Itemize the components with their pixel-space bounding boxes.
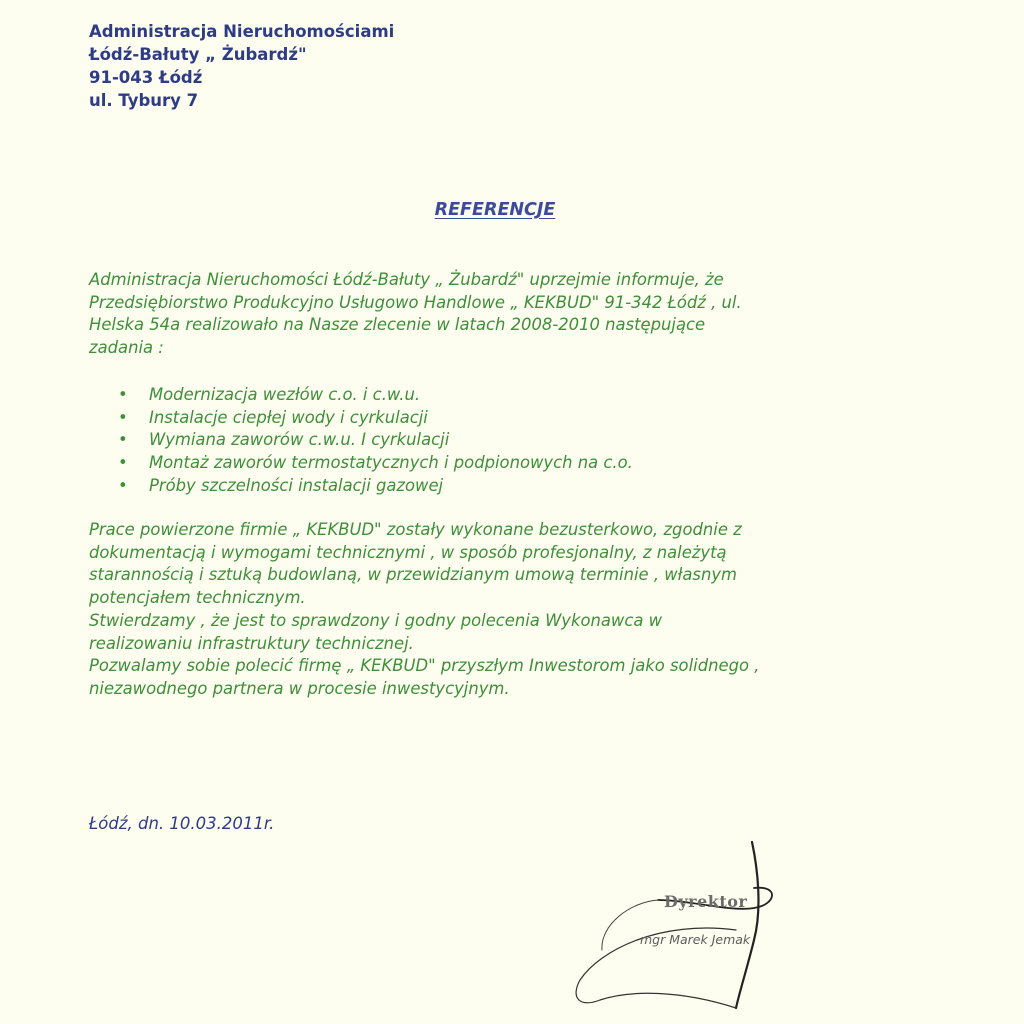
bullet-icon: •: [118, 407, 128, 427]
bullet-icon: •: [118, 453, 128, 473]
task-list: [118, 384, 633, 498]
closing-line: Stwierdzamy , że jest to sprawdzony i godny polecenia Wykonawca w: [89, 610, 662, 630]
stamp-name: mgr Marek Jemak: [640, 932, 751, 947]
task-text: Montaż zaworów termostatycznych i podpionowych na c.o.: [149, 453, 633, 473]
task-text: Instalacje ciepłej wody i cyrkulacji: [149, 407, 428, 427]
task-text: Wymiana zaworów c.w.u. I cyrkulacji: [149, 430, 450, 450]
bullet-icon: •: [118, 430, 128, 450]
sender-postal-city: 91-043 Łódź: [89, 68, 203, 87]
intro-line: Administracja Nieruchomości Łódź-Bałuty „ Żubardź" uprzejmie informuje, że: [89, 270, 724, 289]
signature-icon: [540, 830, 800, 1020]
sender-street: ul. Tybury 7: [89, 91, 199, 110]
stamp-role: Dyrektor: [664, 892, 748, 911]
task-item: [118, 429, 633, 452]
intro-line: zadania :: [89, 338, 164, 358]
sender-name: Administracja Nieruchomościami: [89, 22, 395, 41]
task-item: [118, 475, 633, 498]
closing-line: potencjałem technicznym.: [89, 588, 306, 608]
closing-paragraph: [89, 519, 909, 701]
closing-line: starannością i sztuką budowlaną, w przewidzianym umową terminie , własnym: [89, 565, 737, 585]
sender-subname: Łódź-Bałuty „ Żubardź": [89, 45, 307, 64]
bullet-icon: •: [118, 385, 128, 404]
intro-paragraph: [89, 269, 889, 360]
closing-line: realizowaniu infrastruktury technicznej.: [89, 633, 414, 653]
bullet-icon: •: [118, 475, 128, 495]
task-item: [118, 384, 633, 407]
date-line: Łódź, dn. 10.03.2011r.: [89, 814, 275, 833]
sender-address: [89, 20, 394, 112]
intro-line: Przedsiębiorstwo Produkcyjno Usługowo Handlowe „ KEKBUD" 91-342 Łódź , ul.: [89, 292, 742, 312]
closing-line: dokumentacją i wymogami technicznymi , w sposób profesjonalny, z należytą: [89, 542, 727, 562]
task-text: Próby szczelności instalacji gazowej: [149, 475, 444, 495]
closing-line: niezawodnego partnera w procesie inwestycyjnym.: [89, 678, 510, 698]
intro-line: Helska 54a realizowało na Nasze zlecenie w latach 2008-2010 następujące: [89, 315, 706, 335]
closing-line: Pozwalamy sobie polecić firmę „ KEKBUD" przyszłym Inwestorom jako solidnego ,: [89, 656, 760, 676]
task-item: [118, 407, 633, 430]
task-text: Modernizacja wezłów c.o. i c.w.u.: [149, 385, 421, 404]
closing-line: Prace powierzone firmie „ KEKBUD" zostały wykonane bezusterkowo, zgodnie z: [89, 520, 742, 539]
task-item: [118, 452, 633, 475]
document-title: REFERENCJE: [434, 200, 556, 220]
